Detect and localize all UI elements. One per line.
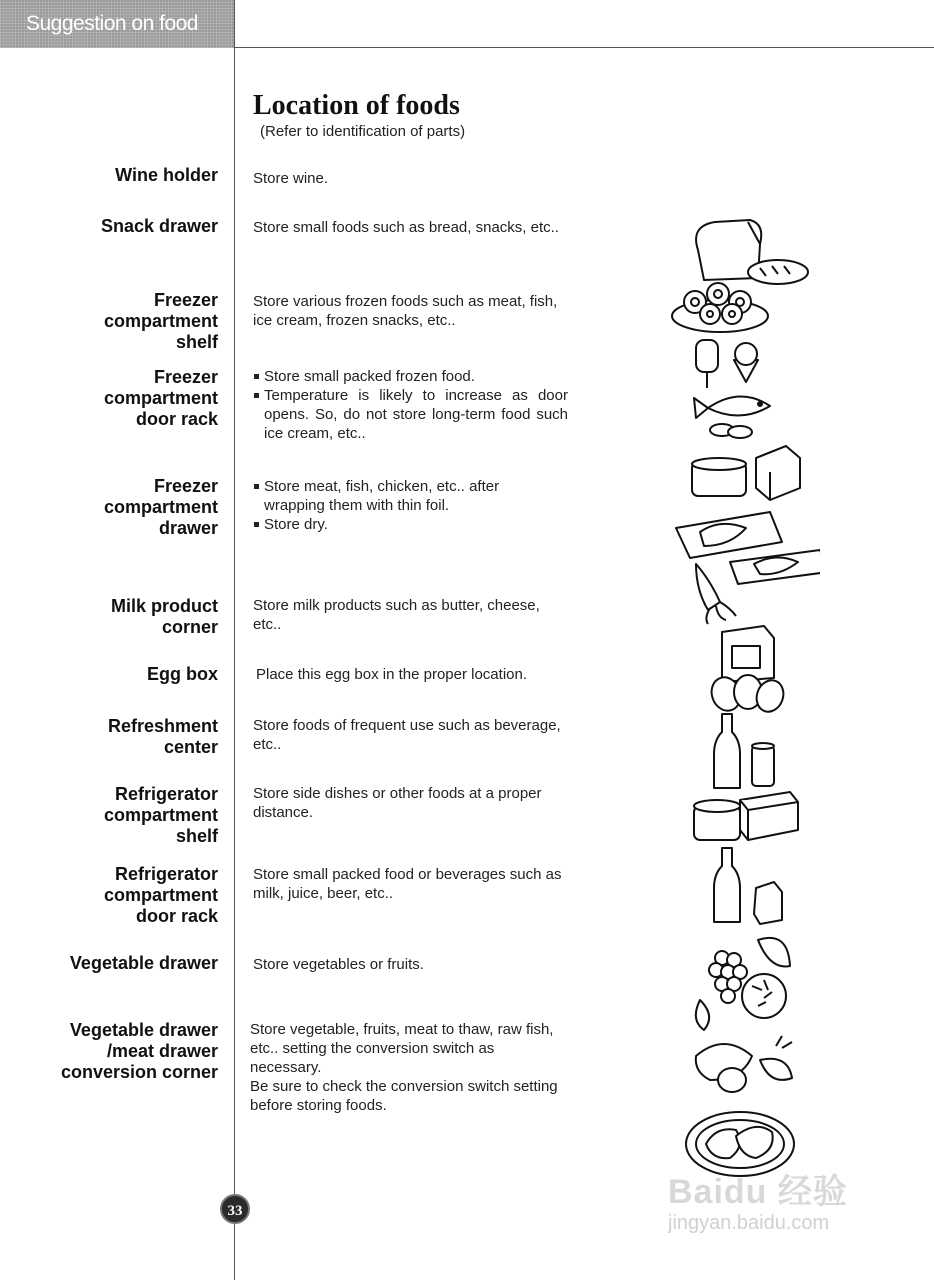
label-milk-product-corner: Milk product corner [111,596,218,637]
beverage-icon [714,848,782,924]
food-illustrations [660,210,820,1185]
eggs-icon [707,673,788,715]
page-number-badge: 33 [220,1194,250,1224]
desc-snack-drawer: Store small foods such as bread, snacks, etc.. [253,219,559,236]
desc-fridge-shelf: Store side dishes or other foods at a proper distance. [253,785,542,821]
page-subtitle: (Refer to identification of parts) [260,123,466,140]
page-title: Location of foods [253,90,460,121]
bottle-can-icon [714,714,774,788]
ice-cream-icon [696,340,758,388]
desc-refreshment-center: Store foods of frequent use such as beverage, etc.. [253,717,561,753]
desc-wine-holder: Store wine. [253,170,329,187]
packaged-food-icon [692,446,800,500]
section-header-tab: Suggestion on food storage [0,0,234,48]
label-vegetable-drawer: Vegetable drawer [69,953,218,973]
side-dish-containers-icon [694,792,798,840]
fruit-vegetables-icon [696,938,790,1030]
fish-icon [694,396,770,438]
label-fridge-door-rack: Refrigerator compartment door rack [103,864,218,926]
squid-icon [696,564,736,624]
thaw-foods-icon [696,1036,792,1092]
desc-egg-box: Place this egg box in the proper location. [256,666,528,683]
column-divider [234,0,235,1280]
bread-icon [696,220,808,284]
label-wine-holder: Wine holder [115,165,218,185]
desc-freezer-drawer: Store meat, fish, chicken, etc.. after wrapping them with thin foil. Store dry. [253,477,543,534]
label-refreshment-center: Refreshment center [107,716,218,757]
label-snack-drawer: Snack drawer [100,216,218,236]
desc-freezer-shelf: Store various frozen foods such as meat, fish, ice cream, frozen snacks, etc.. [253,293,558,329]
desc-conversion-corner: Store vegetable, fruits, meat to thaw, raw fish, etc.. setting the conversion switch as necessary. Be sure to check the conversion switch setting before storing foods. [250,1021,558,1114]
desc-vegetable-drawer: Store vegetables or fruits. [253,956,424,973]
milk-carton-icon [722,626,774,682]
label-egg-box: Egg box [147,664,218,684]
desc-freezer-door-rack: Store small packed frozen food. Temperature is likely to increase as door opens. So, do not store long-term food such ice cream, etc.. [253,367,568,443]
label-conversion-corner: Vegetable drawer /meat drawer conversion corner [60,1020,218,1082]
watermark-url: jingyan.baidu.com [668,1212,830,1234]
desc-milk-product-corner: Store milk products such as butter, cheese, etc.. [253,597,540,633]
label-fridge-shelf: Refrigerator compartment shelf [103,784,218,846]
watermark-logo: Baidu 经验 [668,1173,848,1211]
header-divider [234,47,934,48]
label-freezer-door-rack: Freezer compartment door rack [103,367,218,429]
label-freezer-shelf: Freezer compartment shelf [103,290,218,352]
donut-plate-icon [672,283,768,332]
desc-fridge-door-rack: Store small packed food or beverages such as milk, juice, beer, etc.. [253,866,562,902]
label-freezer-drawer: Freezer compartment drawer [103,476,218,538]
